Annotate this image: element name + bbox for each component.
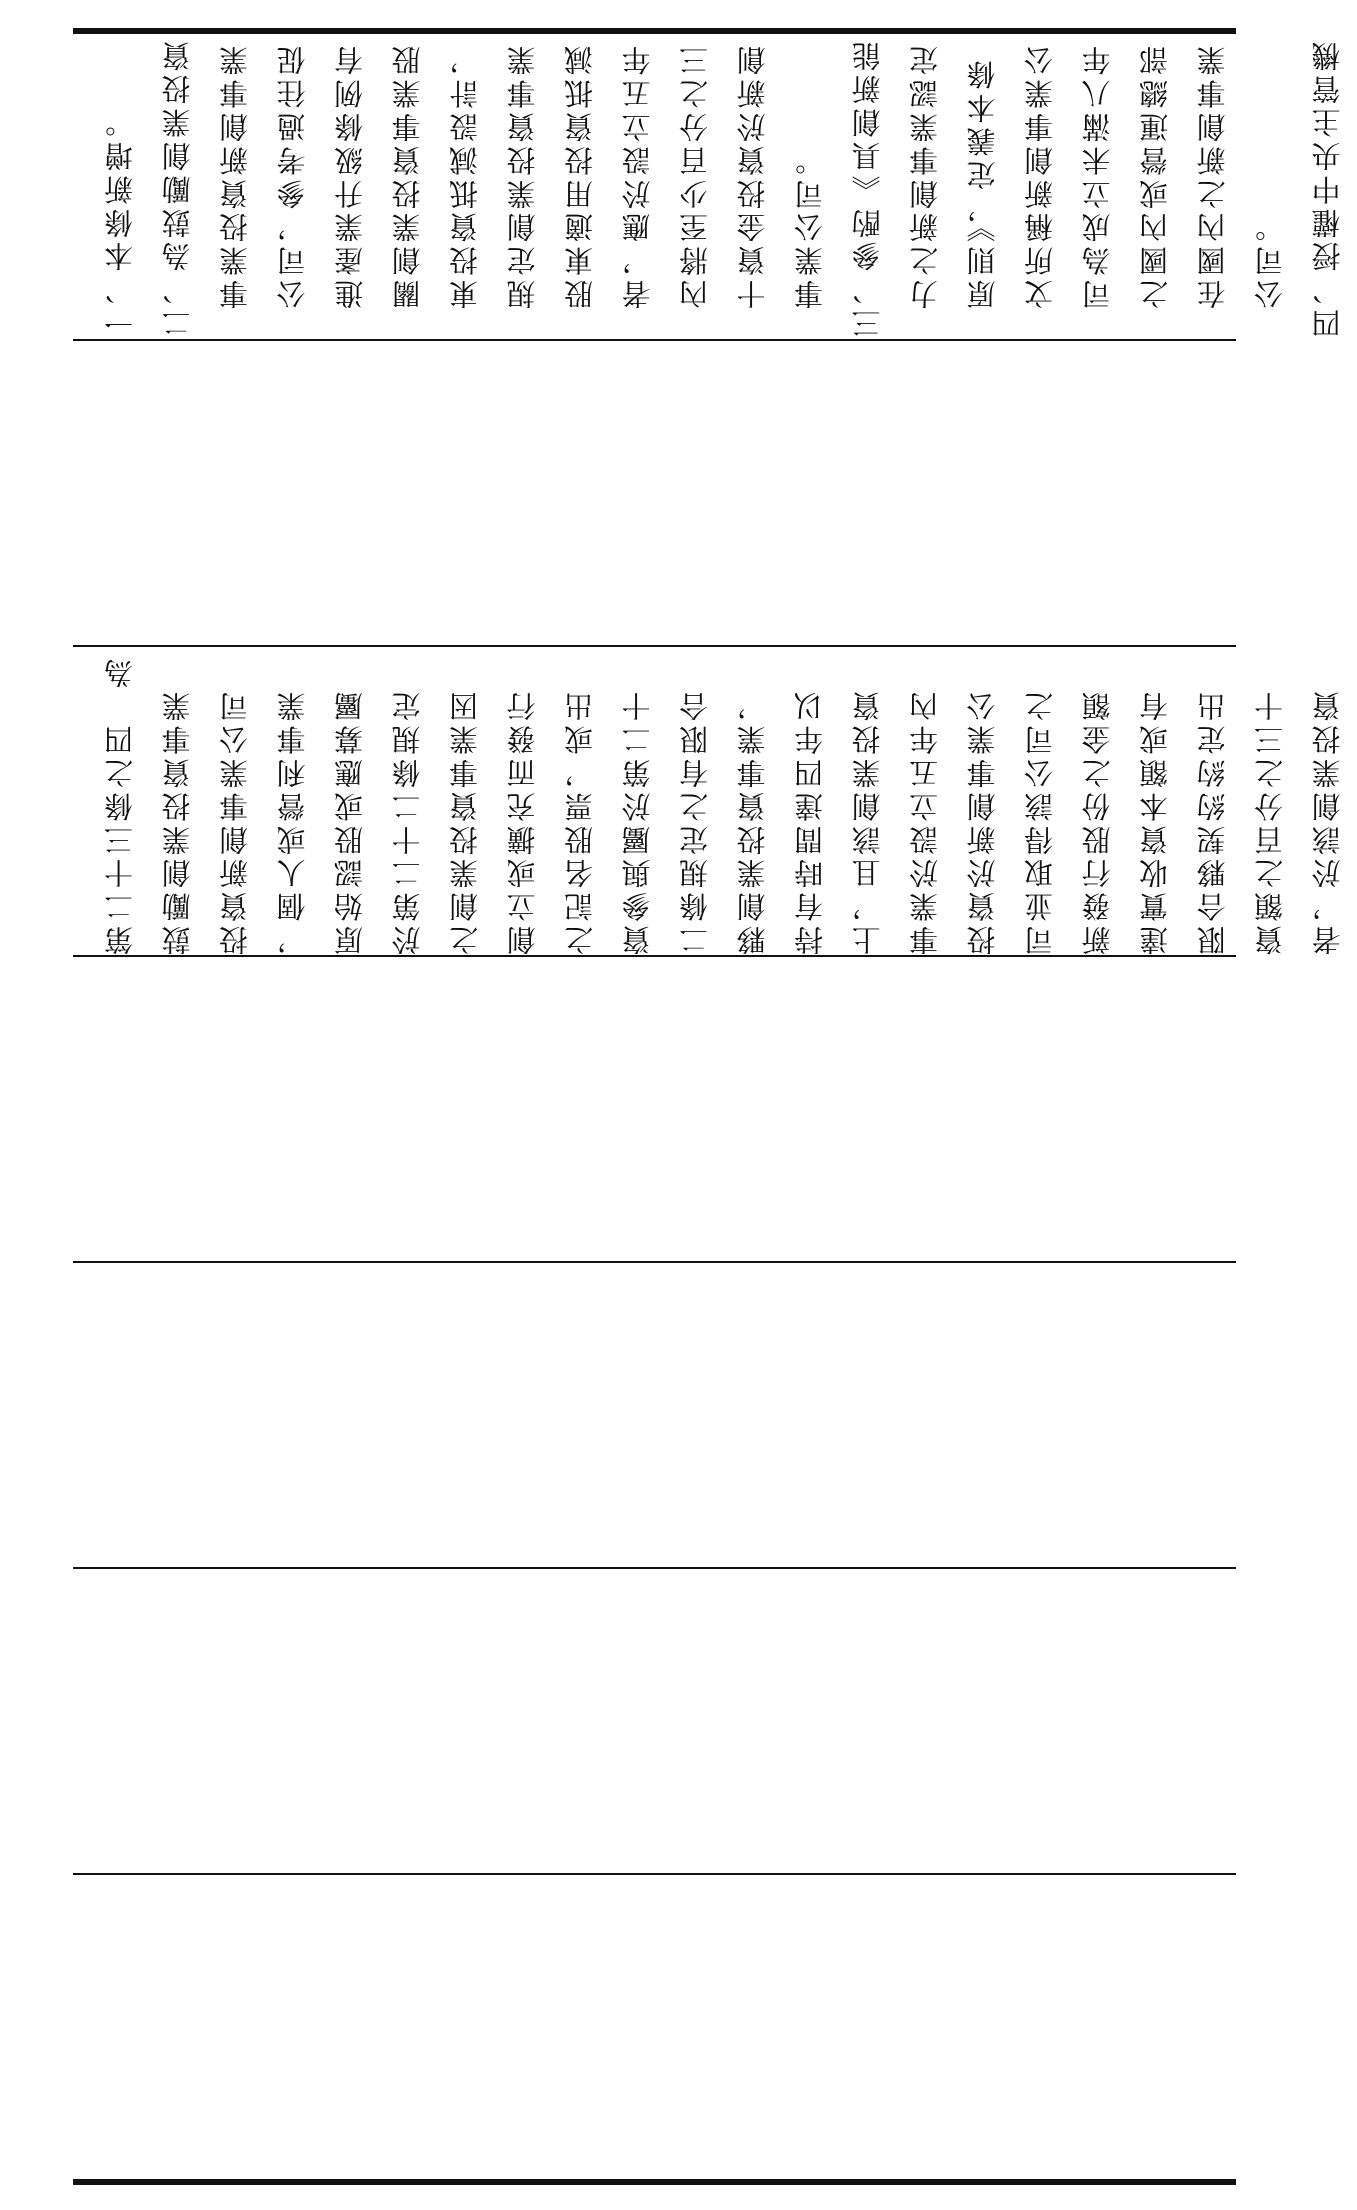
row-divider: [73, 1261, 1236, 1263]
text-line: 之國內或營運總部: [1138, 41, 1172, 309]
text-line: 二、為鼓勵創業投資: [160, 37, 195, 338]
text-line: 上，且該創業投資: [850, 687, 885, 955]
row-divider: [73, 1873, 1236, 1875]
text-line: 公司，參考過往促: [275, 41, 310, 309]
text-line: 二條規定之有限合: [678, 687, 712, 955]
text-line: 進產業升級條例有: [333, 41, 367, 309]
text-line: 第二十三條之四 為: [103, 654, 137, 955]
text-line: 之記名股票，或出: [563, 687, 597, 955]
text-line: 東投資抵減設計，: [448, 41, 482, 309]
article-cell: [92, 654, 1345, 955]
text-line: 在國內之新創事業: [1195, 41, 1230, 309]
rule-top: [73, 28, 1236, 34]
text-line: 資參與屬於第二十: [620, 687, 655, 955]
text-line: 達實收資本額或有: [1138, 687, 1172, 955]
text-line: 之創業投資事業因: [448, 687, 482, 955]
text-line: 內將至少百分之三: [678, 41, 712, 309]
text-line: ，個人或營利事業: [275, 687, 310, 955]
text-line: 限合夥契約約定出: [1195, 687, 1230, 955]
row-divider: [73, 955, 1236, 957]
text-line: 事業公司。: [793, 142, 827, 309]
text-line: 持有時間達四年以: [793, 687, 827, 955]
row-divider: [73, 645, 1236, 647]
rule-bottom: [73, 2179, 1236, 2185]
text-line: 於第二十二條規定: [390, 687, 425, 955]
text-line: 投資新創事業公司: [218, 687, 252, 955]
row-divider: [73, 1567, 1236, 1569]
text-line: 三、參酌《具創新能: [850, 37, 885, 338]
text-line: 原始認股或應募屬: [333, 687, 367, 955]
text-line: 事業於設立五年內: [908, 687, 942, 955]
text-line: 規定創業投資事業: [505, 41, 540, 309]
text-line: 文所稱新創事業公: [1023, 41, 1057, 309]
text-line: 鼓勵創業投資事業: [160, 687, 195, 955]
text-line: 公司。: [1253, 208, 1287, 309]
text-line: 創立或擴充而發行: [505, 687, 540, 955]
text-line: 一、本條新增。: [103, 104, 137, 338]
text-line: 四、授權中央主管機: [1310, 37, 1345, 338]
explanation-cell: [92, 37, 1345, 338]
text-line: 事業投資新創事業: [218, 41, 252, 309]
text-line: 關創業投資事業股: [390, 41, 425, 309]
text-line: 十資金投資於新創: [735, 41, 770, 309]
text-line: 者，應於設立五年: [620, 41, 655, 309]
text-line: 資額之百分之三十: [1253, 687, 1287, 955]
text-line: 股東適用投資抵減: [563, 41, 597, 309]
text-line: 者，於該創業投資: [1310, 687, 1345, 955]
text-line: 新發行股份之金額: [1080, 687, 1115, 955]
text-line: 司並取得該公司之: [1023, 687, 1057, 955]
text-line: 投資於新創事業公: [965, 687, 1000, 955]
text-line: 夥創業投資事業，: [735, 687, 770, 955]
text-line: 司為成立未滿八年: [1080, 41, 1115, 309]
text-line: 力之新創事業認定: [908, 41, 942, 309]
text-line: 原則》，定義本條: [965, 56, 1000, 309]
row-divider: [73, 339, 1236, 341]
